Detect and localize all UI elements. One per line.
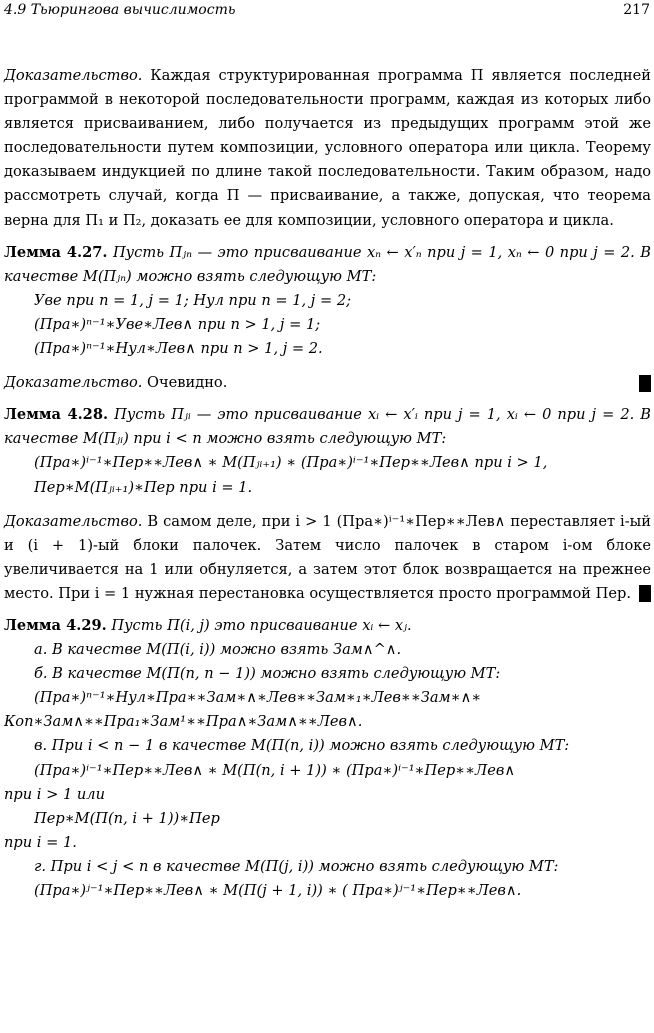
- lemma-4-29-item-b: б. В качестве M(Π(n, n − 1)) можно взять следующую МТ:: [34, 665, 501, 683]
- lemma-4-29-item-v-line-4: при i = 1.: [4, 833, 77, 851]
- proof-label: Доказательство.: [4, 374, 143, 392]
- lemma-4-29-item-b-line-1: (Пра∗)ⁿ⁻¹∗Нул∗Пра∗∗Зам∗∧∗Лев∗∗Зам∗₁∗Лев∗∗Зам∗∧∗: [34, 689, 482, 707]
- qed-mark: [639, 585, 651, 602]
- proof-paragraph-2: [4, 371, 651, 395]
- page-number: 217: [623, 2, 650, 18]
- proof-text: Очевидно.: [142, 374, 228, 392]
- lemma-4-29-item-g: г. При i < j < n в качестве M(Π(j, i)) можно взять следующую МТ:: [34, 857, 559, 875]
- section-title: 4.9 Тьюрингова вычислимость: [4, 2, 236, 18]
- lemma-4-27-line-3: (Пра∗)ⁿ⁻¹∗Нул∗Лев∧ при n > 1, j = 2.: [34, 340, 323, 358]
- lemma-4-27-line-2: (Пра∗)ⁿ⁻¹∗Уве∗Лев∧ при n > 1, j = 1;: [34, 315, 321, 333]
- proof-label: Доказательство.: [4, 512, 143, 530]
- proof-paragraph-3: [4, 510, 651, 606]
- proof-paragraph-1: [4, 64, 651, 233]
- lemma-statement: Пусть Π(i, j) это присваивание xᵢ ← xⱼ.: [106, 616, 412, 634]
- lemma-4-28: [4, 403, 651, 451]
- lemma-4-29-item-b-line-2: Коп∗Зам∧∗∗Пра₁∗Зам¹∗∗Пра∧∗Зам∧∗∗Лев∧.: [4, 713, 363, 731]
- running-header: [4, 2, 650, 24]
- lemma-4-27-line-1: Уве при n = 1, j = 1; Нул при n = 1, j = 2;: [34, 291, 352, 309]
- lemma-4-29-item-a: а. В качестве M(Π(i, i)) можно взять Зам∧^∧.: [34, 641, 402, 659]
- lemma-4-29-item-v-line-1: (Пра∗)ⁱ⁻¹∗Пер∗∗Лев∧ ∗ M(Π(n, i + 1)) ∗ (Пра∗)ⁱ⁻¹∗Пер∗∗Лев∧: [34, 761, 516, 779]
- proof-text: В самом деле, при i > 1 (Пра∗)ⁱ⁻¹∗Пер∗∗Лев∧ переставляет i-ый и (i + 1)-ый блоки палочек. Затем число палочек в старом i-ом блоке увеличивается на 1 или обнуляется, а затем этот блок возвращается на прежнее место. При i = 1 нужная перестановка осуществляется просто программой Пер.: [4, 512, 651, 602]
- lemma-4-27: [4, 241, 651, 289]
- lemma-label: Лемма 4.28.: [4, 406, 109, 424]
- lemma-4-29-item-g-line-1: (Пра∗)ʲ⁻¹∗Пер∗∗Лев∧ ∗ M(Π(j + 1, i)) ∗ ( Пра∗)ʲ⁻¹∗Пер∗∗Лев∧.: [34, 882, 522, 899]
- lemma-statement: Пусть Πⱼₙ — это присваивание xₙ ← x′ₙ при j = 1, xₙ ← 0 при j = 2. В качестве M(Πⱼₙ) можно взять следующую МТ:: [4, 243, 651, 285]
- lemma-label: Лемма 4.27.: [4, 243, 108, 261]
- lemma-4-29: [4, 614, 651, 638]
- lemma-statement: Пусть Πⱼᵢ — это присваивание xᵢ ← x′ᵢ при j = 1, xᵢ ← 0 при j = 2. В качестве M(Πⱼᵢ) при i < n можно взять следующую МТ:: [4, 406, 651, 448]
- page-body: [4, 64, 651, 903]
- lemma-4-29-item-v-line-3: Пер∗M(Π(n, i + 1))∗Пер: [34, 809, 220, 827]
- proof-text: Каждая структурированная программа П является последней программой в некоторой последовательности программ, каждая из которых либо является присваиванием, либо получается из предыдущих программ этой же последовательности путем композиции, условного оператора или цикла. Теорему доказываем индукцией по длине такой последовательности. Таким образом, надо рассмотреть случай, когда П — присваивание, а также, допуская, что теорема верна для П₁ и П₂, доказать ее для композиции, условного оператора и цикла.: [4, 67, 651, 229]
- lemma-4-29-item-v: в. При i < n − 1 в качестве M(Π(n, i)) можно взять следующую МТ:: [34, 737, 570, 755]
- lemma-4-29-item-v-line-2: при i > 1 или: [4, 785, 105, 803]
- qed-mark: [639, 375, 651, 392]
- lemma-label: Лемма 4.29.: [4, 616, 107, 634]
- lemma-4-28-line-1: (Пра∗)ⁱ⁻¹∗Пер∗∗Лев∧ ∗ M(Πⱼᵢ₊₁) ∗ (Пра∗)ⁱ⁻¹∗Пер∗∗Лев∧ при i > 1,: [34, 454, 548, 472]
- proof-label: Доказательство.: [4, 67, 143, 84]
- lemma-4-28-line-2: Пер∗M(Πⱼᵢ₊₁)∗Пер при i = 1.: [34, 478, 253, 496]
